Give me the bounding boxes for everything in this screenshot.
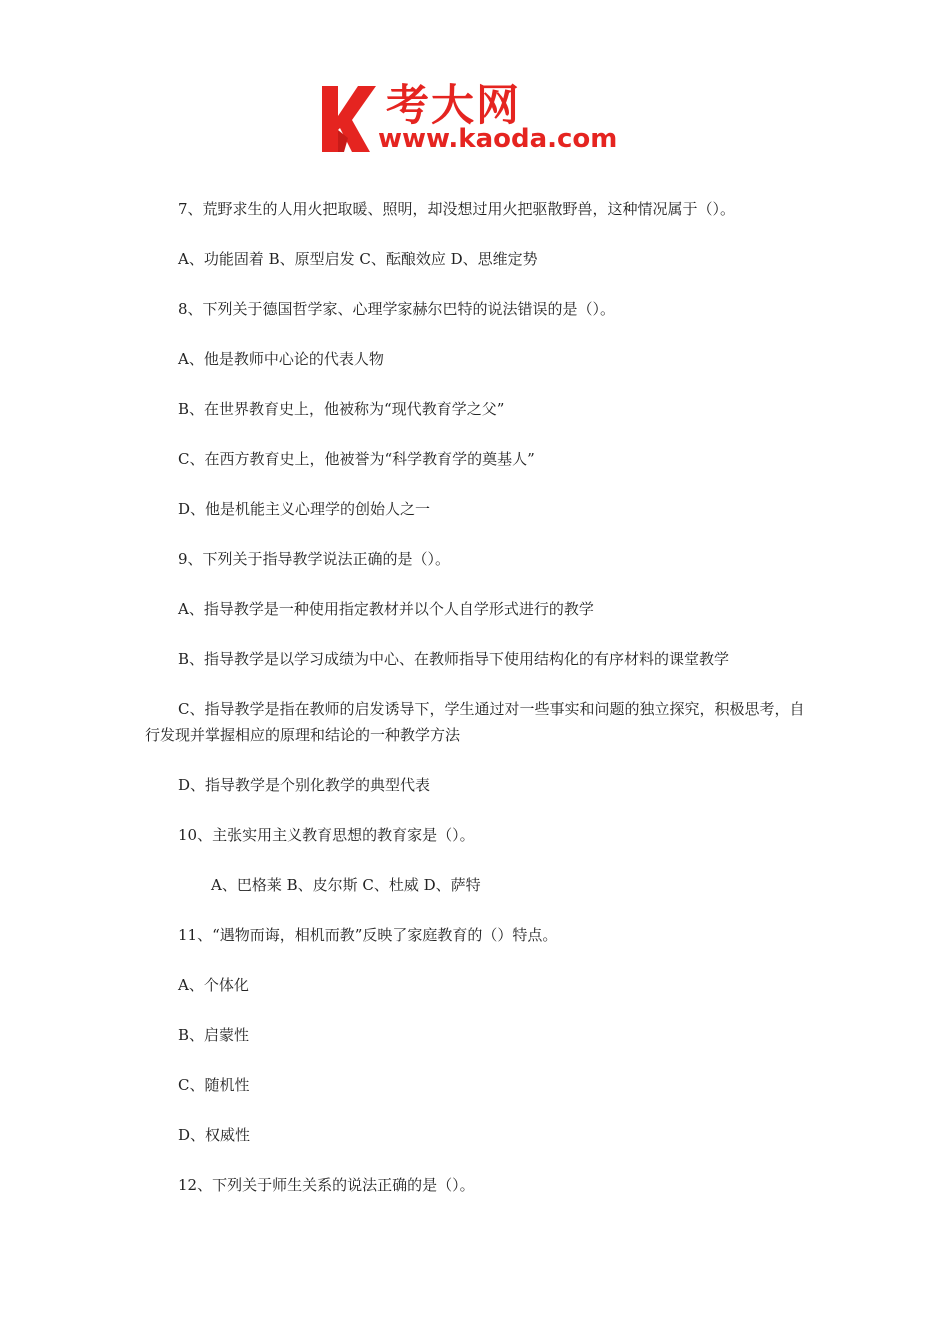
question-9-option-a: A、指导教学是一种使用指定教材并以个人自学形式进行的教学 xyxy=(178,600,594,618)
question-9-option-c: C、指导教学是指在教师的启发诱导下，学生通过对一些事实和问题的独立探究，积极思考，自行发现并掌握相应的原理和结论的一种教学方法 xyxy=(145,700,805,744)
question-11-option-b: B、启蒙性 xyxy=(178,1026,250,1044)
question-8-option-c: C、在西方教育史上，他被誉为“科学教育学的奠基人” xyxy=(178,450,535,468)
question-11-option-d: D、权威性 xyxy=(178,1126,251,1144)
question-8: 8、下列关于德国哲学家、心理学家赫尔巴特的说法错误的是（）。 xyxy=(178,300,616,318)
logo-k-mark xyxy=(318,82,382,154)
logo-url: www.kaoda.com xyxy=(378,124,618,154)
question-8-option-a: A、他是教师中心论的代表人物 xyxy=(178,350,384,368)
question-9: 9、下列关于指导教学说法正确的是（）。 xyxy=(178,550,451,568)
question-8-option-d: D、他是机能主义心理学的创始人之一 xyxy=(178,500,431,518)
question-9-option-d: D、指导教学是个别化教学的典型代表 xyxy=(178,776,431,794)
question-8-option-b: B、在世界教育史上，他被称为“现代教育学之父” xyxy=(178,400,505,418)
logo-title: 考大网 xyxy=(386,81,521,131)
document-body xyxy=(145,196,815,1198)
question-12: 12、下列关于师生关系的说法正确的是（）。 xyxy=(178,1176,475,1194)
question-7-options: A、功能固着 B、原型启发 C、酝酿效应 D、思维定势 xyxy=(178,250,538,268)
kaoda-logo xyxy=(318,78,648,160)
question-11: 11、“遇物而诲，相机而教”反映了家庭教育的（）特点。 xyxy=(178,926,558,944)
question-7: 7、荒野求生的人用火把取暖、照明，却没想过用火把驱散野兽，这种情况属于（）。 xyxy=(178,200,736,218)
question-11-option-c: C、随机性 xyxy=(178,1076,250,1094)
question-10: 10、主张实用主义教育思想的教育家是（）。 xyxy=(178,826,475,844)
question-11-option-a: A、个体化 xyxy=(178,976,249,994)
question-9-option-b: B、指导教学是以学习成绩为中心、在教师指导下使用结构化的有序材料的课堂教学 xyxy=(178,650,730,668)
question-10-options: A、巴格莱 B、皮尔斯 C、杜威 D、萨特 xyxy=(211,876,481,894)
